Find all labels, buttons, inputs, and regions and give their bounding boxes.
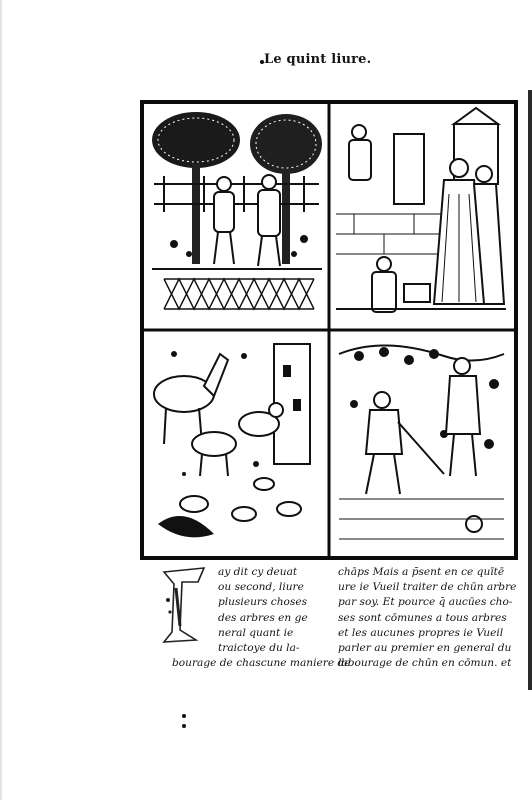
- text-line: plusieurs choses: [218, 596, 308, 609]
- vineyard-panel: [334, 336, 508, 550]
- woodcut-drawing: [144, 104, 514, 556]
- right-text-column: [338, 565, 516, 671]
- left-text-column: [172, 565, 351, 671]
- text-line: labourage de chūn en cōmun. et: [338, 657, 512, 670]
- text-line: des arbres en ge: [218, 611, 308, 624]
- text-line: traictoye du la-: [218, 642, 300, 655]
- text-line: ses sont cōmunes a tous arbres: [338, 611, 507, 624]
- text-line: bourage de chascune maniere de: [172, 657, 351, 670]
- animals-panel: [150, 336, 324, 550]
- text-line: parler au premier en general du: [338, 642, 512, 655]
- text-line: ou second, liure: [218, 581, 304, 594]
- text-line: ay dit cy deuat: [218, 566, 298, 578]
- margin-marks: [180, 712, 188, 732]
- text-line: ure ie Vueil traiter de chūn arbre: [338, 581, 517, 594]
- orchard-panel: [150, 110, 324, 324]
- text-line: par soy. Et pource q̄ aucūes cho-: [338, 596, 513, 609]
- text-line: et les aucunes propres ie Vueil: [338, 626, 504, 639]
- page-edge: [0, 0, 3, 800]
- body-text: [150, 565, 530, 705]
- woodcut-illustration: [140, 100, 518, 560]
- building-panel: [334, 108, 508, 324]
- running-title: Le quint liure.: [264, 52, 372, 67]
- text-line: chāps Mais a p̄sent en ce quītē: [338, 566, 505, 578]
- text-line: neral quant ie: [218, 626, 294, 639]
